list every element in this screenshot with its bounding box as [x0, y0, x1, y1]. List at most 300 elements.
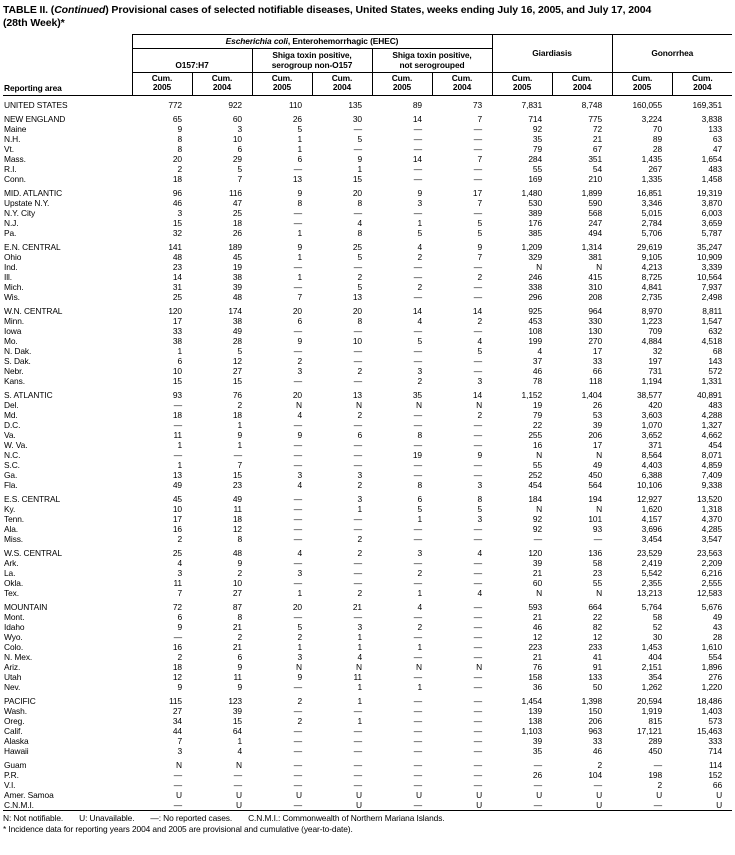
table-row	[3, 490, 732, 504]
value-cell: 1	[417, 587, 422, 598]
value-cell: 9	[297, 429, 302, 440]
value-cell: —	[353, 345, 362, 356]
value-cell: 330	[588, 315, 603, 326]
table-row	[3, 480, 732, 490]
value-cell: 136	[588, 547, 603, 558]
value-cell: 9	[477, 241, 483, 252]
value-cell: 1	[297, 587, 302, 598]
value-cell: 46	[532, 365, 543, 376]
value-cell: 133	[708, 123, 723, 134]
value-cell: —	[353, 705, 362, 716]
value-cell: —	[353, 419, 362, 430]
value-cell: —	[293, 459, 302, 470]
value-cell: —	[473, 261, 483, 272]
value-cell: 2,735	[641, 291, 663, 302]
value-cell: —	[473, 745, 483, 756]
column-header-cum-2004: Cum. 2004	[312, 72, 372, 95]
value-cell: 1,152	[521, 389, 543, 400]
value-cell: 9	[297, 671, 302, 682]
value-cell: 197	[648, 355, 663, 366]
table-row	[3, 692, 732, 706]
reporting-area-cell: Amer. Samoa	[4, 789, 54, 800]
value-cell: 13,520	[697, 493, 723, 504]
value-cell: 252	[528, 469, 543, 480]
table-row	[3, 632, 732, 642]
value-cell: 8	[357, 315, 362, 326]
value-cell: 815	[648, 715, 663, 726]
footnote-legend	[3, 813, 732, 824]
value-cell: 58	[652, 611, 663, 622]
value-cell: 5	[297, 621, 302, 632]
value-cell: 494	[588, 227, 603, 238]
value-cell: 2	[297, 355, 302, 366]
value-cell: 590	[588, 197, 603, 208]
reporting-area-cell: Colo.	[4, 641, 24, 652]
value-cell: 49	[712, 611, 723, 622]
value-cell: 2	[237, 567, 242, 578]
value-cell: 5,764	[641, 601, 663, 612]
value-cell: 2	[417, 375, 422, 386]
value-cell: 118	[588, 375, 603, 386]
value-cell: 79	[532, 143, 543, 154]
reporting-area-cell: PACIFIC	[4, 695, 36, 706]
value-cell: 8	[237, 611, 242, 622]
value-cell: —	[473, 611, 483, 622]
value-cell: U	[536, 789, 543, 800]
value-cell: 15	[232, 715, 242, 726]
value-cell: 4	[297, 547, 302, 558]
reporting-area-cell: Ky.	[4, 503, 16, 514]
value-cell: —	[473, 523, 483, 534]
value-cell: 4	[297, 479, 302, 490]
value-cell: 64	[232, 725, 242, 736]
value-cell: 45	[172, 493, 182, 504]
value-cell: —	[473, 143, 483, 154]
value-cell: 26	[592, 399, 603, 410]
value-cell: —	[473, 621, 483, 632]
value-cell: 1,220	[701, 681, 723, 692]
value-cell: 189	[228, 241, 242, 252]
table-row	[3, 366, 732, 376]
value-cell: 385	[528, 227, 543, 238]
table-row	[3, 346, 732, 356]
value-cell: —	[353, 355, 362, 366]
table-row	[3, 144, 732, 154]
value-cell: 2	[477, 271, 483, 282]
table-row	[3, 174, 732, 184]
table-row	[3, 356, 732, 366]
value-cell: 2	[177, 651, 182, 662]
value-cell: 5	[237, 163, 242, 174]
value-cell: 15	[352, 173, 362, 184]
reporting-area-cell: Wis.	[4, 291, 20, 302]
value-cell: 10	[172, 365, 182, 376]
value-cell: 5	[357, 281, 362, 292]
value-cell: 4	[537, 345, 543, 356]
table-title	[3, 4, 732, 29]
value-cell: N	[596, 261, 603, 272]
value-cell: 12,583	[697, 587, 723, 598]
reporting-area-cell: Maine	[4, 123, 27, 134]
value-cell: 3	[297, 651, 302, 662]
value-cell: 116	[228, 187, 242, 198]
value-cell: 68	[712, 345, 723, 356]
value-cell: —	[473, 779, 483, 790]
value-cell: 7	[177, 735, 182, 746]
table-row	[3, 252, 732, 262]
value-cell: —	[413, 745, 422, 756]
value-cell: U	[236, 799, 242, 810]
value-cell: —	[293, 799, 302, 810]
reporting-area-cell: Wyo.	[4, 631, 23, 642]
value-cell: 2,419	[641, 557, 663, 568]
reporting-area-cell: Ill.	[4, 271, 12, 282]
value-cell: 2,151	[641, 661, 663, 672]
value-cell: 120	[528, 547, 543, 558]
value-cell: 3	[357, 469, 362, 480]
value-cell: 35	[412, 389, 422, 400]
value-cell: 43	[712, 621, 723, 632]
notifiable-diseases-table	[3, 34, 732, 811]
value-cell: 1	[237, 735, 242, 746]
table-row	[3, 282, 732, 292]
value-cell: 8	[357, 227, 362, 238]
value-cell: N	[536, 261, 543, 272]
value-cell: 25	[232, 207, 242, 218]
value-cell: 7	[477, 251, 483, 262]
value-cell: 573	[708, 715, 723, 726]
value-cell: 19	[412, 449, 422, 460]
value-cell: —	[533, 759, 543, 770]
value-cell: 371	[648, 439, 663, 450]
value-cell: 1	[357, 163, 362, 174]
table-row	[3, 534, 732, 544]
value-cell: 169,351	[692, 99, 723, 110]
value-cell: 3,659	[701, 217, 723, 228]
value-cell: 39	[532, 557, 543, 568]
table-row	[3, 376, 732, 386]
table-row	[3, 208, 732, 218]
value-cell: 15,463	[697, 725, 723, 736]
value-cell: 7	[237, 459, 242, 470]
value-cell: 9	[417, 187, 422, 198]
value-cell: 2	[357, 533, 362, 544]
table-row	[3, 726, 732, 736]
reporting-area-cell: S.C.	[4, 459, 20, 470]
value-cell: 17,121	[637, 725, 663, 736]
value-cell: 9	[177, 123, 182, 134]
value-cell: 2	[297, 695, 302, 706]
value-cell: 1,654	[701, 153, 723, 164]
value-cell: 8,071	[701, 449, 723, 460]
value-cell: 18	[172, 409, 182, 420]
value-cell: 3	[417, 365, 422, 376]
value-cell: 5	[357, 133, 362, 144]
value-cell: 23,563	[697, 547, 723, 558]
value-cell: 38	[232, 271, 242, 282]
value-cell: 1,314	[581, 241, 603, 252]
value-cell: —	[473, 325, 483, 336]
value-cell: —	[413, 439, 422, 450]
value-cell: 78	[532, 375, 543, 386]
value-cell: N	[416, 661, 422, 672]
value-cell: 1	[177, 439, 182, 450]
value-cell: 210	[588, 173, 603, 184]
value-cell: 1	[357, 695, 362, 706]
value-cell: —	[353, 143, 362, 154]
value-cell: 12	[232, 523, 242, 534]
value-cell: 1,209	[521, 241, 543, 252]
reporting-area-cell: N. Mex.	[4, 651, 33, 662]
column-group-o157h7: O157:H7	[132, 48, 252, 72]
table-row	[3, 238, 732, 252]
value-cell: 276	[708, 671, 723, 682]
value-cell: 3,870	[701, 197, 723, 208]
value-cell: 53	[592, 409, 603, 420]
value-cell: —	[473, 355, 483, 366]
value-cell: 9	[237, 661, 242, 672]
value-cell: 450	[588, 469, 603, 480]
value-cell: 49	[232, 325, 242, 336]
reporting-area-cell: Okla.	[4, 577, 24, 588]
table-row	[3, 124, 732, 134]
value-cell: N	[356, 399, 362, 410]
legend-no-reported-cases: —: No reported cases.	[150, 812, 233, 823]
reporting-area-cell: Ind.	[4, 261, 18, 272]
value-cell: 17	[472, 187, 483, 198]
value-cell: 91	[592, 661, 603, 672]
table-row	[3, 800, 732, 811]
table-row	[3, 292, 732, 302]
value-cell: —	[293, 557, 302, 568]
value-cell: 9	[237, 557, 242, 568]
value-cell: 15	[232, 375, 242, 386]
value-cell: 41	[592, 651, 603, 662]
value-cell: 27	[232, 365, 242, 376]
value-cell: 115	[168, 695, 182, 706]
value-cell: 1,327	[701, 419, 723, 430]
value-cell: —	[233, 779, 242, 790]
value-cell: 223	[528, 641, 543, 652]
value-cell: 6,388	[641, 469, 663, 480]
value-cell: 22	[592, 611, 603, 622]
value-cell: 3	[177, 567, 182, 578]
value-cell: 454	[708, 439, 723, 450]
value-cell: 12,927	[637, 493, 663, 504]
value-cell: 32	[172, 227, 182, 238]
value-cell: N	[476, 399, 483, 410]
value-cell: 20	[292, 305, 302, 316]
value-cell: 15	[232, 469, 242, 480]
table-row	[3, 790, 732, 800]
value-cell: 8,748	[581, 99, 603, 110]
value-cell: 7	[177, 587, 182, 598]
value-cell: —	[353, 513, 362, 524]
value-cell: 17	[592, 439, 603, 450]
value-cell: 289	[648, 735, 663, 746]
value-cell: —	[173, 419, 182, 430]
value-cell: 27	[232, 587, 242, 598]
value-cell: N	[236, 759, 242, 770]
value-cell: 3	[237, 123, 242, 134]
value-cell: —	[593, 779, 603, 790]
value-cell: U	[476, 799, 483, 810]
column-header-cum-2004: Cum. 2004	[192, 72, 252, 95]
column-header-cum-2004: Cum. 2004	[432, 72, 492, 95]
value-cell: U	[476, 789, 483, 800]
value-cell: 2	[357, 587, 362, 598]
value-cell: 5	[417, 335, 422, 346]
value-cell: 2	[417, 567, 422, 578]
value-cell: 12	[532, 631, 543, 642]
value-cell: 5	[357, 251, 362, 262]
value-cell: 772	[168, 99, 182, 110]
value-cell: 1,435	[641, 153, 663, 164]
value-cell: 18	[172, 661, 182, 672]
value-cell: 2	[177, 163, 182, 174]
value-cell: —	[413, 469, 422, 480]
value-cell: U	[356, 799, 362, 810]
value-cell: 25	[172, 291, 182, 302]
value-cell: —	[413, 577, 422, 588]
value-cell: 108	[528, 325, 543, 336]
value-cell: —	[293, 725, 302, 736]
value-cell: 4	[177, 557, 182, 568]
value-cell: 158	[528, 671, 543, 682]
value-cell: 1	[417, 217, 422, 228]
value-cell: —	[413, 759, 422, 770]
value-cell: 2	[477, 315, 483, 326]
value-cell: 11	[173, 429, 182, 440]
value-cell: 1	[237, 419, 242, 430]
value-cell: 17	[172, 315, 182, 326]
value-cell: 4	[477, 547, 483, 558]
value-cell: 5	[477, 503, 483, 514]
value-cell: 593	[528, 601, 543, 612]
value-cell: 6	[357, 429, 362, 440]
value-cell: 450	[648, 745, 663, 756]
table-row	[3, 95, 732, 110]
value-cell: 17	[172, 513, 182, 524]
value-cell: 4	[357, 217, 362, 228]
value-cell: 2	[297, 715, 302, 726]
value-cell: 14	[472, 389, 483, 400]
value-cell: —	[293, 611, 302, 622]
value-cell: 29	[232, 153, 242, 164]
reporting-area-cell: S. Dak.	[4, 355, 31, 366]
table-row	[3, 672, 732, 682]
value-cell: 150	[588, 705, 603, 716]
value-cell: 3	[177, 207, 182, 218]
value-cell: 15	[172, 217, 182, 228]
value-cell: —	[353, 207, 362, 218]
value-cell: 30	[652, 631, 663, 642]
value-cell: 199	[528, 335, 543, 346]
value-cell: 664	[588, 601, 603, 612]
reporting-area-cell: P.R.	[4, 769, 19, 780]
value-cell: —	[293, 705, 302, 716]
value-cell: 40,891	[697, 389, 723, 400]
value-cell: 101	[588, 513, 603, 524]
value-cell: —	[173, 449, 182, 460]
column-header-cum-2005: Cum. 2005	[612, 72, 672, 95]
value-cell: —	[413, 207, 422, 218]
value-cell: 13,213	[637, 587, 663, 598]
value-cell: 44	[172, 725, 182, 736]
value-cell: 4	[237, 745, 242, 756]
value-cell: 8	[297, 197, 302, 208]
value-cell: 4,370	[701, 513, 723, 524]
value-cell: 731	[648, 365, 663, 376]
value-cell: —	[473, 695, 483, 706]
value-cell: 10,909	[697, 251, 723, 262]
value-cell: 7	[477, 153, 483, 164]
table-title-line2: (28th Week)*	[3, 16, 65, 29]
value-cell: —	[473, 281, 483, 292]
value-cell: 1	[297, 641, 302, 652]
value-cell: 63	[712, 133, 723, 144]
value-cell: —	[413, 291, 422, 302]
table-title-line1: TABLE II. (Continued) Provisional cases of selected notifiable diseases, United States, weeks ending July 16, 2005, and July 17, 2004	[3, 4, 652, 16]
reporting-area-cell: Miss.	[4, 533, 24, 544]
table-row	[3, 736, 732, 746]
value-cell: 1,194	[641, 375, 663, 386]
value-cell: 93	[592, 523, 603, 534]
column-group-ehec: Escherichia coli, Enterohemorrhagic (EHEC)	[132, 35, 492, 49]
value-cell: —	[173, 769, 182, 780]
value-cell: —	[353, 745, 362, 756]
value-cell: U	[236, 789, 242, 800]
value-cell: —	[413, 651, 422, 662]
value-cell: 152	[708, 769, 723, 780]
value-cell: 247	[588, 217, 603, 228]
value-cell: 14	[412, 153, 422, 164]
value-cell: 3,696	[641, 523, 663, 534]
reporting-area-cell: Upstate N.Y.	[4, 197, 50, 208]
value-cell: 25	[172, 547, 182, 558]
value-cell: 6,216	[701, 567, 723, 578]
value-cell: 3	[357, 493, 362, 504]
value-cell: —	[353, 725, 362, 736]
column-group-shiga-non-o157: Shiga toxin positive, serogroup non-O157	[252, 48, 372, 72]
value-cell: 54	[592, 163, 603, 174]
value-cell: 9	[297, 187, 302, 198]
value-cell: 3	[297, 469, 302, 480]
column-group-giardiasis: Giardiasis	[492, 35, 612, 73]
value-cell: 7,409	[701, 469, 723, 480]
value-cell: 19	[232, 261, 242, 272]
value-cell: U	[356, 789, 362, 800]
reporting-area-cell: MOUNTAIN	[4, 601, 48, 612]
reporting-area-cell: Ga.	[4, 469, 18, 480]
value-cell: —	[653, 799, 663, 810]
value-cell: —	[473, 419, 483, 430]
value-cell: 4,403	[641, 459, 663, 470]
value-cell: —	[473, 577, 483, 588]
value-cell: 5,015	[641, 207, 663, 218]
value-cell: 10,564	[697, 271, 723, 282]
value-cell: —	[473, 163, 483, 174]
value-cell: —	[413, 345, 422, 356]
value-cell: 6	[237, 143, 242, 154]
value-cell: 11	[353, 671, 362, 682]
value-cell: 351	[588, 153, 603, 164]
value-cell: 21	[532, 567, 543, 578]
value-cell: 7,937	[701, 281, 723, 292]
reporting-area-cell: MID. ATLANTIC	[4, 187, 63, 198]
reporting-area-cell: Mass.	[4, 153, 26, 164]
value-cell: 82	[592, 621, 603, 632]
